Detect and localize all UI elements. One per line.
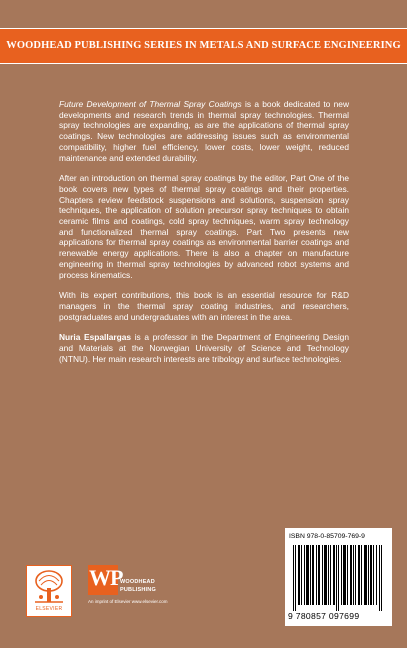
elsevier-logo — [26, 565, 72, 617]
series-band-rule-bottom — [0, 63, 407, 64]
blurb — [59, 99, 349, 374]
wp-name-line2: PUBLISHING — [120, 587, 156, 593]
elsevier-wordmark: ELSEVIER — [35, 606, 63, 612]
author-bio — [59, 332, 349, 364]
elsevier-tree-icon — [27, 566, 71, 606]
wp-imprint-text: An imprint of Elsevier www.elsevier.com — [88, 599, 168, 604]
wp-name-line1: WOODHEAD — [120, 579, 155, 585]
series-band-rule-top — [0, 28, 407, 29]
woodhead-publishing-logo — [88, 565, 228, 615]
author-name: Nuria Espallargas — [59, 332, 132, 343]
isbn-label: ISBN 978-0-85709-769-9 — [289, 533, 365, 540]
blurb-paragraph-1-text: is a book dedicated to new developments and research trends in thermal spray technologies. Thermal spray technologies are expanding, as are the applications of thermal spray coatings. New technologies are addressing issues such as environmental compatibility, higher fuel efficiency, lower costs, lower weight, reduced maintenance and extended durability. — [59, 99, 349, 163]
wp-letters: WP — [89, 565, 123, 590]
author-bio-text: is a professor in the Department of Engineering Design and Materials at the Norwegian University of Science and Technology (NTNU). Her main research interests are tribology and surface technologies. — [59, 332, 349, 364]
barcode-icon — [293, 545, 383, 611]
series-title: WOODHEAD PUBLISHING SERIES IN METALS AND SURFACE ENGINEERING — [6, 40, 401, 51]
isbn-barcode-box — [285, 528, 392, 626]
blurb-paragraph-1 — [59, 99, 349, 163]
isbn-digits: 9 780857 097699 — [288, 611, 360, 621]
blurb-paragraph-3: With its expert contributions, this book is an essential resource for R&D managers in the thermal spray coating industries, and researchers, postgraduates and undergraduates with an interest in the area. — [59, 290, 349, 322]
book-title: Future Development of Thermal Spray Coatings — [59, 99, 242, 109]
blurb-paragraph-2: After an introduction on thermal spray coatings by the editor, Part One of the book covers new types of thermal spray coatings and their properties. Chapters review feedstock suspensions and solutions, suspension spray techniques, the application of solution precursor spray techniques to obtain ceramic films and coatings, cold spray techniques, warm spray technology and functionalized thermal spray coatings. Part Two presents new applications for thermal spray coatings as environmental barrier coatings and renewable energy applications. There is also a chapter on manufacture engineering in thermal spray technologies by advanced robot systems and process kinematics. — [59, 173, 349, 280]
